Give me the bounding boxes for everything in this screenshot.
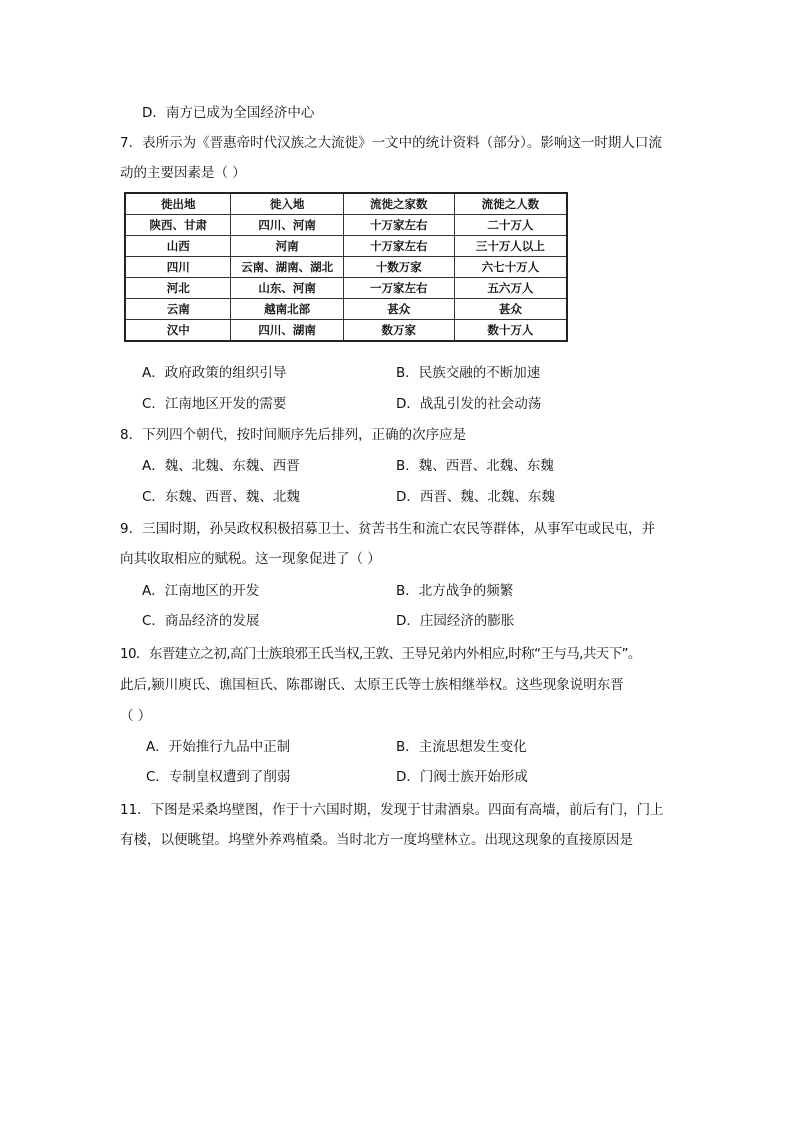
q10-option-d[interactable]: D．门阀士族开始形成 bbox=[396, 769, 528, 785]
q8-option-c[interactable]: C．东魏、西晋、魏、北魏 bbox=[142, 489, 300, 505]
q9-option-c[interactable]: C．商品经济的发展 bbox=[142, 613, 260, 629]
table-header-cell: 流徙之人数 bbox=[454, 193, 567, 215]
table-cell: 云南、湖南、湖北 bbox=[231, 257, 343, 278]
q9-stem-line2: 向其收取相应的赋税。这一现象促进了（ ） bbox=[120, 551, 381, 567]
q8-stem: 8．下列四个朝代，按时间顺序先后排列，正确的次序应是 bbox=[120, 427, 467, 443]
q7-option-c[interactable]: C．江南地区开发的需要 bbox=[142, 396, 287, 412]
table-cell: 山东、河南 bbox=[231, 278, 343, 299]
q6-option-d: D．南方已成为全国经济中心 bbox=[142, 105, 315, 121]
q10-stem-line3: （ ） bbox=[120, 708, 152, 724]
table-header-row bbox=[125, 193, 567, 215]
table-cell: 数万家 bbox=[343, 320, 454, 342]
q8-option-a[interactable]: A．魏、北魏、东魏、西晋 bbox=[142, 458, 300, 474]
q7-option-b[interactable]: B．民族交融的不断加速 bbox=[396, 365, 541, 381]
table-cell: 一万家左右 bbox=[343, 278, 454, 299]
table-cell: 四川 bbox=[125, 257, 231, 278]
table-cell: 四川、河南 bbox=[231, 215, 343, 236]
q10-option-a[interactable]: A．开始推行九品中正制 bbox=[146, 739, 291, 755]
table-cell: 四川、湖南 bbox=[231, 320, 343, 342]
q8-option-b[interactable]: B．魏、西晋、北魏、东魏 bbox=[396, 458, 554, 474]
q9-option-a[interactable]: A．江南地区的开发 bbox=[142, 583, 260, 599]
table-cell: 五六万人 bbox=[454, 278, 567, 299]
table-cell: 汉中 bbox=[125, 320, 231, 342]
q10-stem-line2: 此后,颍川庾氏、谯国桓氏、陈郡谢氏、太原王氏等士族相继举权。这些现象说明东晋 bbox=[120, 677, 624, 693]
table-cell: 十数万家 bbox=[343, 257, 454, 278]
table-cell: 云南 bbox=[125, 299, 231, 320]
table-cell: 越南北部 bbox=[231, 299, 343, 320]
table-cell: 甚众 bbox=[454, 299, 567, 320]
q11-stem-line2: 有楼，以便眺望。坞壁外养鸡植桑。当时北方一度坞壁林立。出现这现象的直接原因是 bbox=[120, 832, 633, 848]
table-header-cell: 流徙之家数 bbox=[343, 193, 454, 215]
table-cell: 数十万人 bbox=[454, 320, 567, 342]
table-cell: 十万家左右 bbox=[343, 236, 454, 257]
migration-table bbox=[124, 192, 568, 342]
table-cell: 陕西、甘肃 bbox=[125, 215, 231, 236]
q10-stem-line1: 10．东晋建立之初,高门士族琅邪王氏当权,王敦、王导兄弟内外相应,时称“王与马,共天下”。 bbox=[120, 646, 641, 662]
table-header-cell: 徙入地 bbox=[231, 193, 343, 215]
q9-option-d[interactable]: D．庄园经济的膨胀 bbox=[396, 613, 515, 629]
table-cell: 六七十万人 bbox=[454, 257, 567, 278]
q7-stem-line2: 动的主要因素是（ ） bbox=[120, 165, 246, 181]
table-row bbox=[125, 236, 567, 257]
q7-option-d[interactable]: D．战乱引发的社会动荡 bbox=[396, 396, 542, 412]
q8-option-d[interactable]: D．西晋、魏、北魏、东魏 bbox=[396, 489, 555, 505]
table-header-cell: 徙出地 bbox=[125, 193, 231, 215]
table-cell: 三十万人以上 bbox=[454, 236, 567, 257]
table-cell: 十万家左右 bbox=[343, 215, 454, 236]
q9-option-b[interactable]: B．北方战争的频繁 bbox=[396, 583, 514, 599]
table-cell: 河南 bbox=[231, 236, 343, 257]
q7-option-a[interactable]: A．政府政策的组织引导 bbox=[142, 365, 287, 381]
table-cell: 河北 bbox=[125, 278, 231, 299]
table-row bbox=[125, 320, 567, 342]
table-row bbox=[125, 215, 567, 236]
q9-stem-line1: 9．三国时期，孙吴政权积极招募卫士、贫苦书生和流亡农民等群体，从事军屯或民屯，并 bbox=[120, 521, 656, 537]
table-cell: 山西 bbox=[125, 236, 231, 257]
table-row bbox=[125, 257, 567, 278]
table-cell: 二十万人 bbox=[454, 215, 567, 236]
table-row bbox=[125, 299, 567, 320]
q11-stem-line1: 11．下图是采桑坞壁图，作于十六国时期，发现于甘肃酒泉。四面有高墙，前后有门，门上 bbox=[120, 802, 664, 818]
table-row bbox=[125, 278, 567, 299]
q7-stem-line1: 7．表所示为《晋惠帝时代汉族之大流徙》一文中的统计资料（部分）。影响这一时期人口流 bbox=[120, 135, 662, 151]
q10-option-b[interactable]: B．主流思想发生变化 bbox=[396, 739, 527, 755]
q10-option-c[interactable]: C．专制皇权遭到了削弱 bbox=[146, 769, 291, 785]
table-cell: 甚众 bbox=[343, 299, 454, 320]
